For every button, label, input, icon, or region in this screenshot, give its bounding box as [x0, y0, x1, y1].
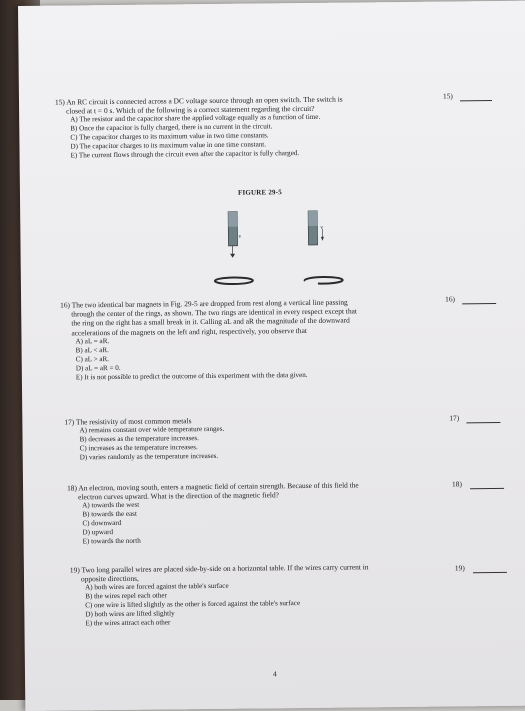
- question-19-option-c[interactable]: C) one wire is lifted slightly as the other is forced against the table's surface: [85, 599, 369, 611]
- question-17-answer-blank[interactable]: [466, 422, 500, 423]
- question-17-stem-line-1: 17) The resistivity of most common metals: [64, 416, 224, 427]
- question-16-option-e[interactable]: E) It is not possible to predict the outcome of this experiment with the data given.: [76, 370, 358, 382]
- question-18-number: 18): [452, 479, 462, 488]
- question-19-option-e[interactable]: E) the wires attract each other: [85, 617, 369, 629]
- question-19-number: 19): [455, 563, 465, 572]
- question-17-option-d[interactable]: D) varies randomly as the temperature increases.: [80, 452, 225, 463]
- question-17: [64, 416, 224, 463]
- question-19-option-a[interactable]: A) both wires are forced against the table's surface: [85, 581, 369, 593]
- right-magnet: [308, 211, 317, 245]
- question-15-option-c[interactable]: C) The capacitor charges to its maximum value in two time constants.: [70, 131, 343, 143]
- question-15-option-b[interactable]: B) Once the capacitor is fully charged, there is no current in the circuit.: [70, 122, 343, 134]
- question-16-stem-line-3: the ring on the right has a small break in it. Calling aL and aR the magnitude of the downward: [60, 316, 357, 328]
- question-18-stem-line-1: 18) An electron, moving south, enters a magnetic field of certain strength. Because of this field the: [67, 480, 359, 492]
- question-15-number: 15): [443, 91, 453, 100]
- exam-page: [18, 1, 525, 711]
- question-16-option-a[interactable]: A) aL = aR.: [75, 334, 357, 346]
- page-number: 4: [273, 669, 277, 678]
- question-15-option-a[interactable]: A) The resistor and the capacitor share the applied voltage equally as a function of time.: [70, 113, 343, 125]
- question-18-answer-blank[interactable]: [470, 488, 504, 489]
- question-16-answer-blank[interactable]: [462, 303, 496, 304]
- question-18-stem-line-2: electron curves upward. What is the direction of the magnetic field?: [67, 490, 359, 502]
- question-15-stem-line-2: closed at t = 0 s. Which of the following is a correct statement regarding the circuit?: [55, 104, 343, 116]
- question-19-stem-line-1: 19) Two long parallel wires are placed side-by-side on a horizontal table. If the wires carry current in: [70, 562, 369, 574]
- question-17-option-a[interactable]: A) remains constant over wide temperature ranges.: [79, 425, 224, 436]
- question-19-option-b[interactable]: B) the wires repel each other: [85, 590, 369, 602]
- question-16-option-b[interactable]: B) aL < aR.: [76, 343, 358, 355]
- figure-title: FIGURE 29-5: [238, 188, 282, 196]
- right-velocity-label: v: [320, 225, 323, 231]
- question-18-option-a[interactable]: A) towards the west: [82, 499, 359, 511]
- question-17-option-b[interactable]: B) decreases as the temperature increases.: [80, 434, 225, 445]
- question-18-option-d[interactable]: D) upward: [82, 526, 359, 538]
- question-18: [67, 480, 359, 546]
- question-18-option-b[interactable]: B) towards the east: [82, 508, 359, 520]
- question-16-option-d[interactable]: D) aL = aR = 0.: [76, 361, 358, 373]
- question-16: [60, 297, 358, 382]
- left-velocity-label: v: [238, 234, 241, 240]
- question-15: [55, 95, 343, 161]
- right-broken-ring: [305, 277, 343, 284]
- question-16-stem-line-2: through the center of the rings, as shown. The two rings are identical in every respect except that: [60, 307, 357, 319]
- question-19-stem-line-2: opposite directions,: [70, 572, 369, 584]
- question-19: [70, 562, 369, 629]
- question-16-stem-line-4: accelerations of the magnets on the left and right, respectively, you observe that: [60, 325, 357, 337]
- question-16-option-c[interactable]: C) aL > aR.: [76, 352, 358, 364]
- question-19-option-d[interactable]: D) both wires are lifted slightly: [85, 608, 369, 620]
- question-15-option-e[interactable]: E) The current flows through the circuit even after the capacitor is fully charged.: [71, 149, 344, 161]
- question-15-stem-line-1: 15) An RC circuit is connected across a DC voltage source through an open switch. The switch is: [55, 95, 343, 107]
- question-17-number: 17): [449, 413, 459, 422]
- question-17-option-c[interactable]: C) increases as the temperature increases.: [80, 443, 225, 454]
- left-magnet: [228, 212, 237, 258]
- question-15-option-d[interactable]: D) The capacitor charges to its maximum value in one time constant.: [70, 140, 343, 152]
- left-ring: [215, 277, 253, 284]
- question-16-stem-line-1: 16) The two identical bar magnets in Fig. 29-5 are dropped from rest along a vertical line passing: [60, 297, 357, 309]
- question-15-answer-blank[interactable]: [460, 100, 492, 101]
- question-18-option-e[interactable]: E) towards the north: [83, 535, 360, 547]
- question-16-number: 16): [445, 294, 455, 303]
- question-19-answer-blank[interactable]: [473, 572, 507, 573]
- figure-29-5: [200, 200, 361, 292]
- question-18-option-c[interactable]: C) downward: [82, 517, 359, 529]
